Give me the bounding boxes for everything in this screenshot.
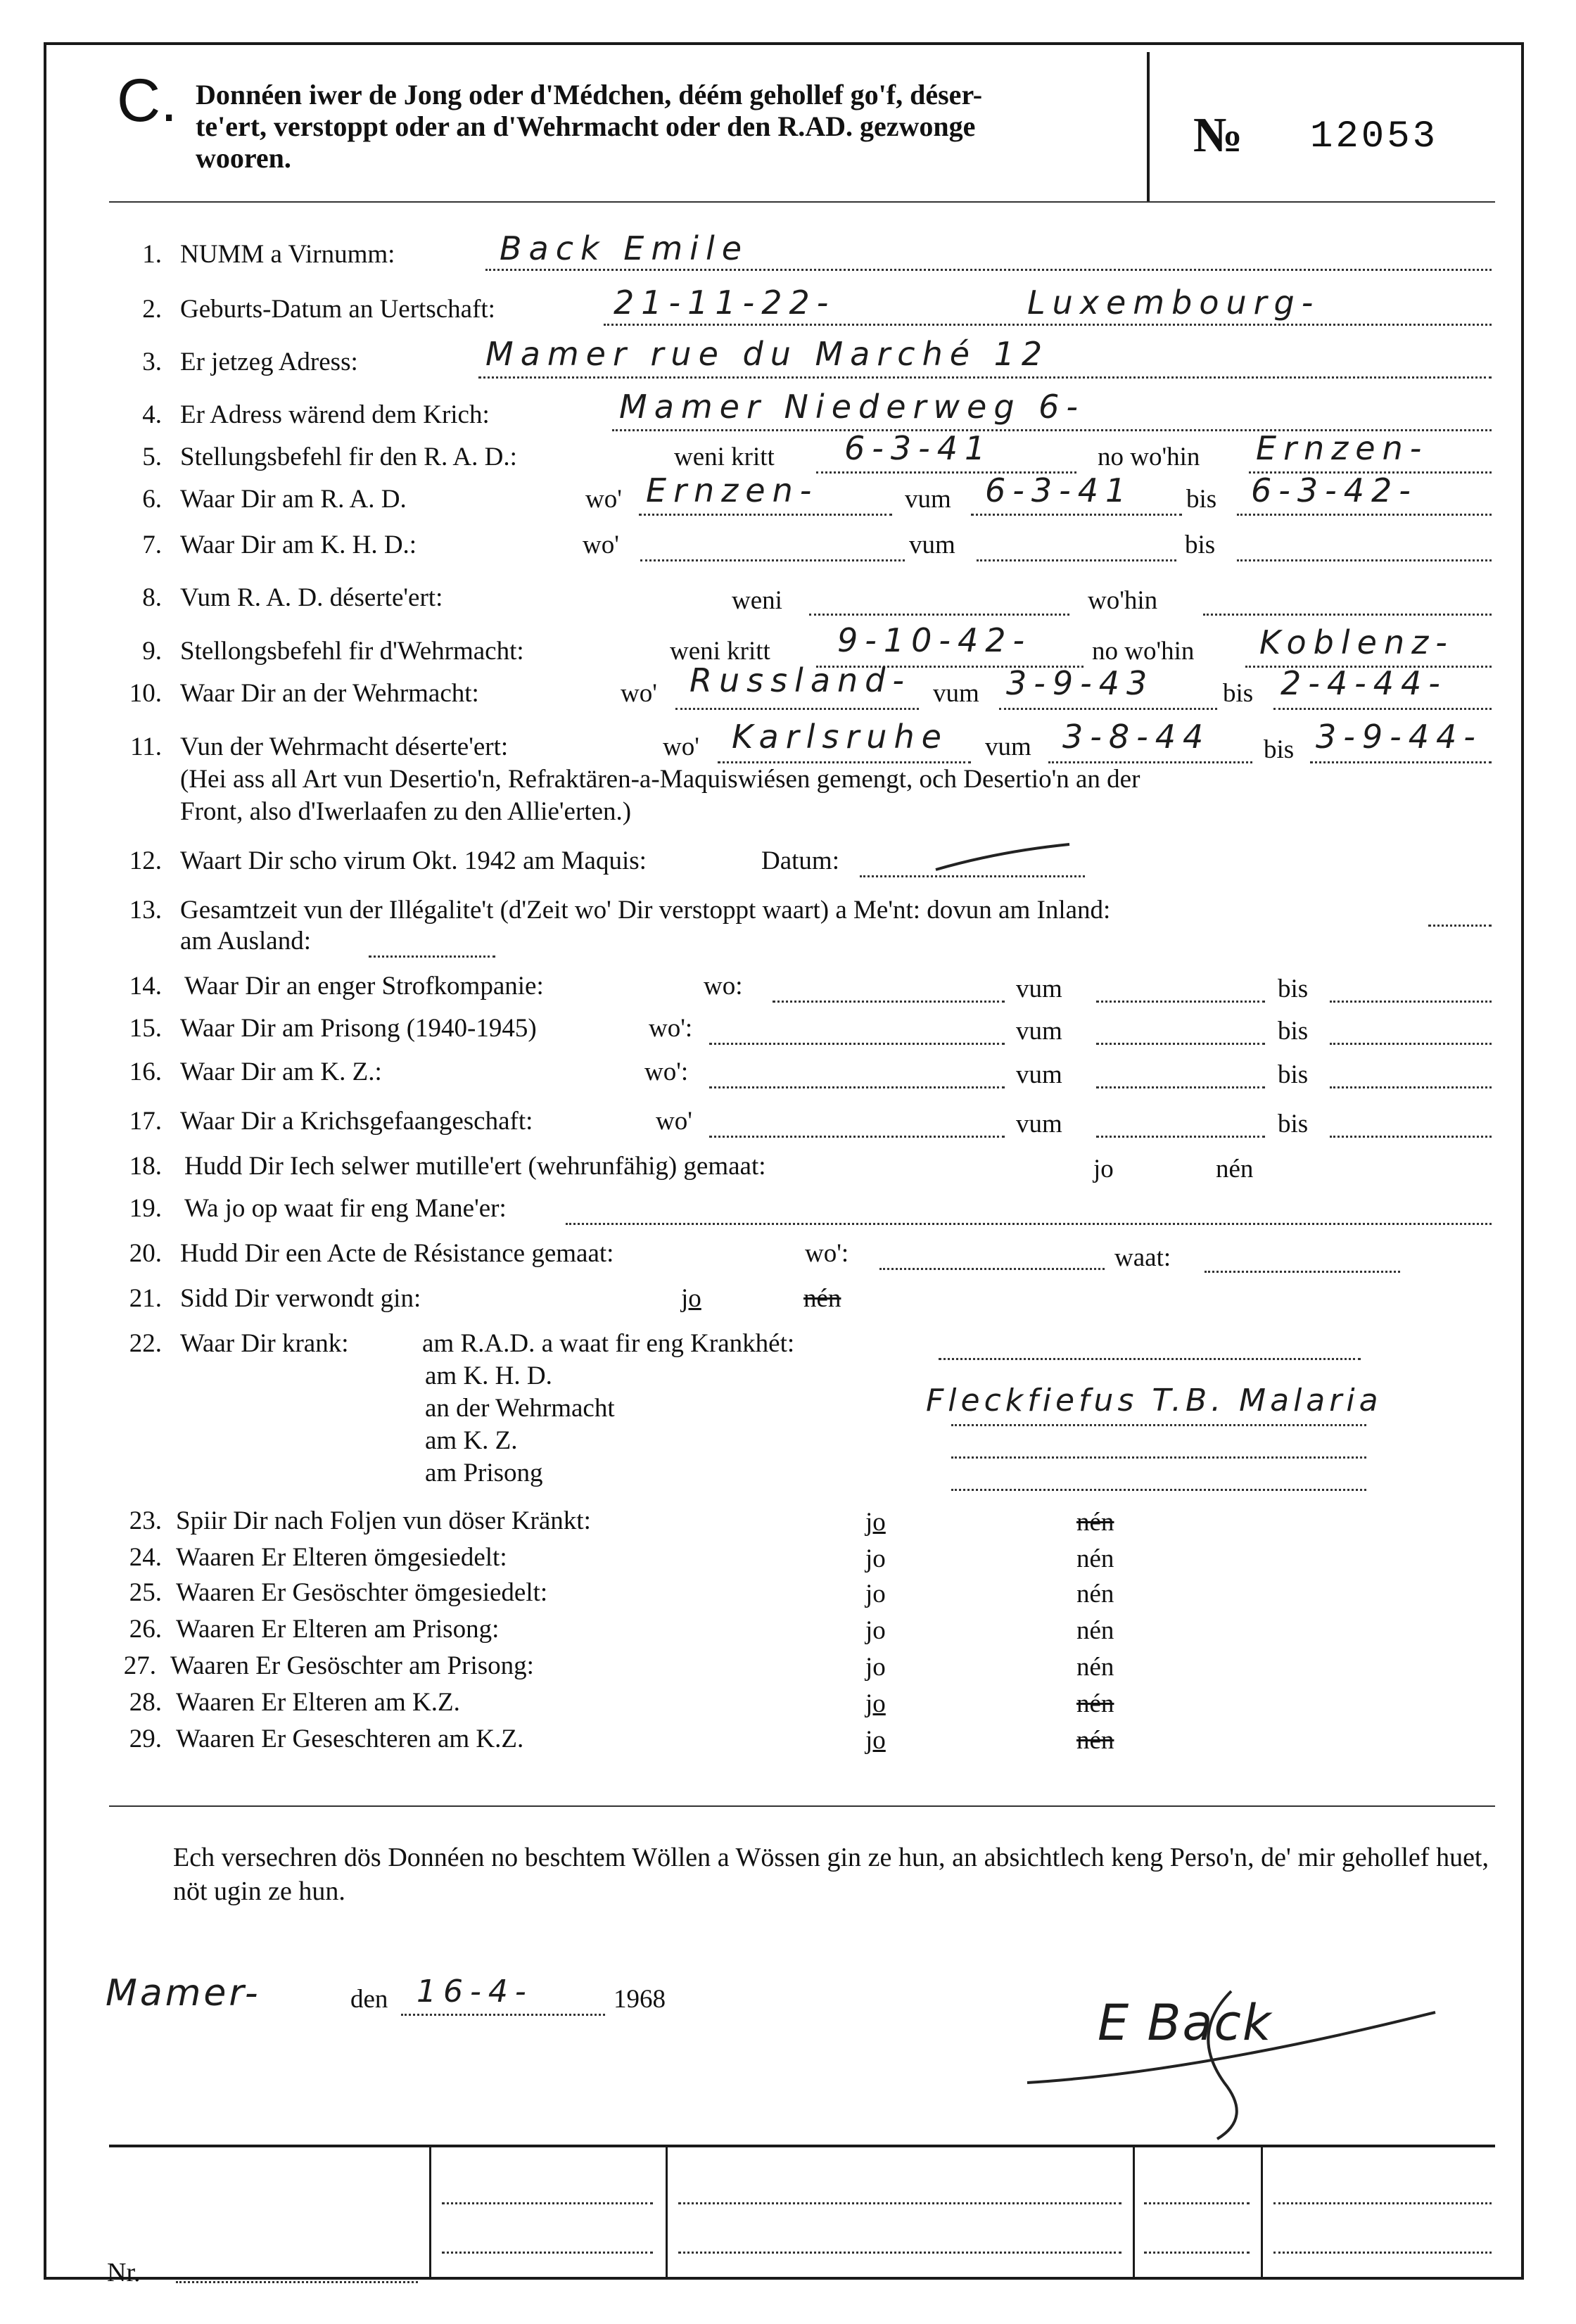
item-number: 4. — [142, 400, 162, 429]
item-number: 1. — [142, 240, 162, 269]
illness-kz: am K. Z. — [425, 1426, 518, 1455]
footer-rule — [109, 2145, 1495, 2147]
item-number: 15. — [129, 1014, 162, 1043]
item-label: Wa jo op waat fir eng Mane'er: — [184, 1194, 507, 1223]
item-label: Waar Dir am K. H. D.: — [180, 531, 417, 559]
text-vum: vum — [1016, 1110, 1062, 1138]
item-label: NUMM a Virnumm: — [180, 240, 395, 269]
text-wo: wo' — [585, 485, 622, 514]
item-number: 13. — [129, 896, 162, 925]
item-label: Waar Dir an enger Strofkompanie: — [184, 972, 544, 1001]
item-number: 17. — [129, 1107, 162, 1136]
fill-line — [442, 2202, 653, 2204]
item-label: Spiir Dir nach Foljen vun döser Kränkt: — [176, 1506, 591, 1535]
form-number: 12053 — [1310, 115, 1439, 158]
text-wo: wo': — [649, 1014, 693, 1043]
item-label: Waar Dir am R. A. D. — [180, 485, 407, 514]
item-number: 23. — [129, 1506, 162, 1535]
handwritten-birth-place: Luxembourg- — [1027, 284, 1321, 322]
item-number: 24. — [129, 1543, 162, 1572]
item-label: Waar Dir am Prisong (1940-1945) — [180, 1014, 537, 1043]
handwritten-desertion-from: 3-8-44 — [1062, 718, 1211, 756]
item-label: Waaren Er Elteren am K.Z. — [176, 1688, 460, 1717]
title-line-2: te'ert, verstoppt oder an d'Wehrmacht oder den R.AD. gezwonge — [196, 110, 976, 142]
item-label: Vun der Wehrmacht déserte'ert: — [180, 732, 509, 761]
text-datum: Datum: — [761, 846, 839, 875]
item-note: Front, also d'Iwerlaafen zu den Allie'erten.) — [180, 797, 632, 826]
option-jo-selected: jo — [681, 1284, 701, 1313]
text-bis: bis — [1186, 485, 1217, 514]
text-bis: bis — [1223, 679, 1254, 708]
item-number: 9. — [142, 637, 162, 666]
item-label: Waart Dir scho virum Okt. 1942 am Maquis: — [180, 846, 647, 875]
item-label: Hudd Dir een Acte de Résistance gemaat: — [180, 1239, 614, 1268]
item-label: Waaren Er Elteren ömgesiedelt: — [176, 1543, 507, 1572]
item-number: 20. — [129, 1239, 162, 1268]
handwritten-wehrmacht-order-date: 9-10-42- — [837, 621, 1032, 659]
option-nen-struck: nén — [1076, 1508, 1114, 1537]
item-number: 27. — [123, 1651, 156, 1680]
text-wo: wo': — [644, 1058, 689, 1086]
fill-line — [1273, 2202, 1492, 2204]
handwritten-sign-place: Mamer- — [106, 1972, 261, 2014]
handwritten-wehrmacht-location: Russland- — [690, 661, 911, 699]
item-label: Gesamtzeit vun der Illégalite't (d'Zeit wo' Dir verstoppt waart) a Me'nt: dovun am Inland: — [180, 896, 1111, 925]
item-note: (Hei ass all Art vun Desertio'n, Refraktären-a-Maquiswiésen gemengt, och Desertio'n an der — [180, 765, 1140, 794]
number-symbol: № — [1193, 108, 1243, 163]
item-number: 14. — [129, 972, 162, 1001]
text-vum: vum — [1016, 1060, 1062, 1089]
item-label: Sidd Dir verwondt gin: — [180, 1284, 421, 1313]
text-weni-kritt: weni kritt — [670, 637, 770, 666]
handwritten-rad-location: Ernzen- — [646, 471, 819, 509]
handwritten-desertion-location: Karlsruhe — [732, 718, 948, 756]
text-bis: bis — [1264, 735, 1295, 764]
handwritten-rad-from: 6-3-41 — [985, 471, 1133, 509]
item-label: Er jetzeg Adress: — [180, 348, 358, 376]
fill-line — [678, 2252, 1121, 2254]
text-bis: bis — [1278, 1110, 1309, 1138]
fill-line — [1144, 2252, 1250, 2254]
text-vum: vum — [985, 732, 1031, 761]
fill-line — [1273, 2252, 1492, 2254]
option-nen: nén — [1076, 1544, 1114, 1573]
option-nen: nén — [1216, 1155, 1254, 1183]
option-jo: jo — [865, 1616, 886, 1645]
item-label: Stellungsbefehl fir den R. A. D.: — [180, 443, 517, 471]
item-label-abroad: am Ausland: — [180, 927, 312, 955]
text-vum: vum — [1016, 1017, 1062, 1046]
handwritten-wehrmacht-place: Koblenz- — [1259, 623, 1454, 661]
option-nen: nén — [1076, 1653, 1114, 1682]
text-vum: vum — [933, 679, 979, 708]
option-jo-selected: jo — [865, 1508, 886, 1537]
text-wo: wo' — [656, 1107, 692, 1136]
fill-line — [442, 2252, 653, 2254]
handwritten-wehrmacht-from: 3-9-43 — [1006, 664, 1155, 702]
illness-wehrmacht: an der Wehrmacht — [425, 1394, 615, 1423]
handwritten-war-address: Mamer Niederweg 6- — [619, 388, 1086, 426]
fill-line — [176, 2281, 418, 2283]
text-den: den — [350, 1985, 388, 2014]
handwritten-sign-date: 16-4- — [417, 1974, 533, 2009]
item-number: 18. — [129, 1152, 162, 1181]
item-number: 2. — [142, 295, 162, 324]
item-number: 29. — [129, 1725, 162, 1753]
option-nen-struck: nén — [1076, 1689, 1114, 1718]
footer-cell-divider — [666, 2147, 668, 2278]
option-jo: jo — [865, 1580, 886, 1608]
text-vum: vum — [1016, 974, 1062, 1003]
handwritten-rad-place: Ernzen- — [1256, 429, 1429, 467]
text-waat: waat: — [1114, 1243, 1171, 1272]
item-number: 26. — [129, 1615, 162, 1644]
item-number: 19. — [129, 1194, 162, 1223]
text-bis: bis — [1278, 1060, 1309, 1089]
footer-cell-divider — [1261, 2147, 1263, 2278]
title-line-1: Donnéen iwer de Jong oder d'Médchen, déém gehollef go'f, déser- — [196, 79, 983, 110]
item-number: 10. — [129, 679, 162, 708]
handwritten-current-address: Mamer rue du Marché 12 — [485, 335, 1050, 373]
text-weni: weni — [732, 586, 782, 615]
handwritten-desertion-to: 3-9-44- — [1316, 718, 1482, 756]
illness-prison: am Prisong — [425, 1459, 543, 1487]
item-label: Waaren Er Gesöschter ömgesiedelt: — [176, 1578, 548, 1607]
option-nen: nén — [1076, 1616, 1114, 1645]
text-no-wohin: no wo'hin — [1092, 637, 1195, 666]
illness-rad: am R.A.D. a waat fir eng Krankhét: — [422, 1329, 795, 1358]
item-number: 25. — [129, 1578, 162, 1607]
text-weni-kritt: weni kritt — [674, 443, 775, 471]
item-label: Waar Dir krank: — [180, 1329, 349, 1358]
item-number: 3. — [142, 348, 162, 376]
text-wo: wo' — [621, 679, 657, 708]
item-number: 21. — [129, 1284, 162, 1313]
item-label: Waaren Er Gesöschter am Prisong: — [170, 1651, 534, 1680]
text-wo: wo: — [704, 972, 743, 1001]
option-jo: jo — [865, 1653, 886, 1682]
handwritten-wehrmacht-to: 2-4-44- — [1280, 664, 1447, 702]
text-vum: vum — [909, 531, 955, 559]
item-number: 16. — [129, 1058, 162, 1086]
option-jo: jo — [865, 1544, 886, 1573]
item-number: 6. — [142, 485, 162, 514]
option-nen-struck: nén — [803, 1284, 841, 1313]
section-letter: C. — [117, 67, 177, 134]
item-label: Waar Dir a Krichsgefaangeschaft: — [180, 1107, 533, 1136]
item-number: 5. — [142, 443, 162, 471]
option-jo: jo — [1093, 1155, 1114, 1183]
nr-label: Nr. — [107, 2258, 141, 2287]
text-bis: bis — [1278, 1017, 1309, 1046]
item-label: Stellongsbefehl fir d'Wehrmacht: — [180, 637, 524, 666]
item-label: Geburts-Datum an Uertschaft: — [180, 295, 495, 324]
text-wo: wo' — [663, 732, 699, 761]
fill-line — [1144, 2202, 1250, 2204]
handwritten-birth-date: 21-11-22- — [614, 284, 836, 322]
item-number: 11. — [130, 732, 162, 761]
handwritten-rad-order-date: 6-3-41 — [844, 429, 993, 467]
handwritten-illness: Fleckfiefus T.B. Malaria — [926, 1383, 1383, 1418]
title-line-3: wooren. — [196, 142, 291, 174]
item-number: 12. — [129, 846, 162, 875]
item-number: 22. — [129, 1329, 162, 1358]
text-wo: wo': — [805, 1239, 849, 1268]
text-bis: bis — [1278, 974, 1309, 1003]
text-no-wohin: no wo'hin — [1098, 443, 1200, 471]
sign-year: 1968 — [614, 1985, 666, 2014]
text-bis: bis — [1185, 531, 1216, 559]
fill-line — [678, 2202, 1121, 2204]
item-number: 7. — [142, 531, 162, 559]
item-label: Hudd Dir Iech selwer mutille'ert (wehrunfähig) gemaat: — [184, 1152, 766, 1181]
item-label: Waaren Er Elteren am Prisong: — [176, 1615, 500, 1644]
illness-khd: am K. H. D. — [425, 1361, 552, 1390]
text-vum: vum — [905, 485, 951, 514]
item-number: 8. — [142, 583, 162, 612]
item-label: Waar Dir an der Wehrmacht: — [180, 679, 479, 708]
handwritten-name: Back Emile — [500, 229, 749, 267]
item-label: Er Adress wärend dem Krich: — [180, 400, 490, 429]
option-jo-selected: jo — [865, 1726, 886, 1755]
footer-cell-divider — [429, 2147, 431, 2278]
text-wohin: wo'hin — [1088, 586, 1158, 615]
item-label: Vum R. A. D. déserte'ert: — [180, 583, 443, 612]
option-jo-selected: jo — [865, 1689, 886, 1718]
option-nen: nén — [1076, 1580, 1114, 1608]
item-number: 28. — [129, 1688, 162, 1717]
option-nen-struck: nén — [1076, 1726, 1114, 1755]
item-label: Waaren Er Geseschteren am K.Z. — [176, 1725, 524, 1753]
item-label: Waar Dir am K. Z.: — [180, 1058, 382, 1086]
declaration-text: Ech versechren dös Donnéen no beschtem Wöllen a Wössen gin ze hun, an absichtlech keng Perso'n, de' mir gehollef huet, nöt ugin ze hun. — [173, 1843, 1489, 1906]
handwritten-rad-to: 6-3-42- — [1251, 471, 1418, 509]
footer-cell-divider — [1133, 2147, 1135, 2278]
text-wo: wo' — [583, 531, 619, 559]
signature: E Back — [1098, 1994, 1273, 2052]
